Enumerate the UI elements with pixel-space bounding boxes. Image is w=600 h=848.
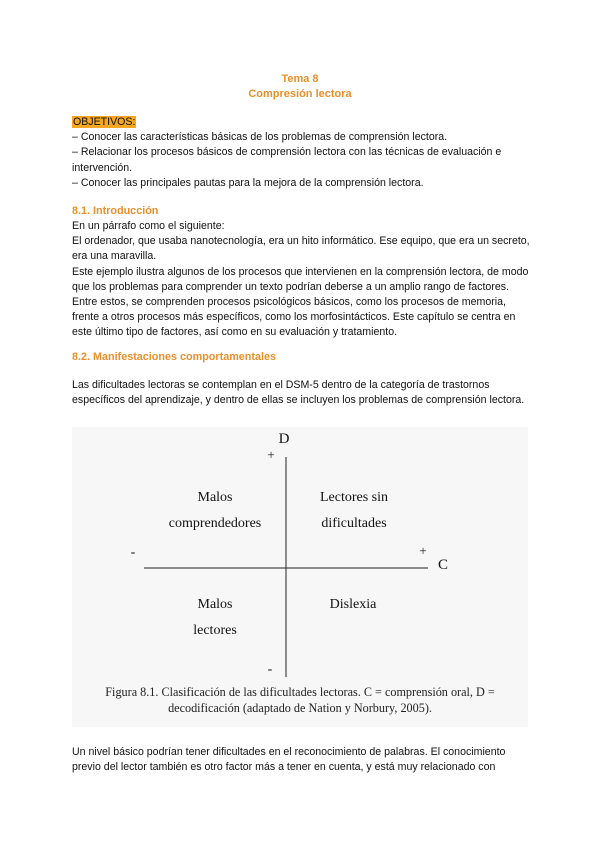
x-minus-sign: -: [130, 545, 136, 560]
quadrant-top-right-line2: dificultades: [321, 516, 387, 531]
objectives-label: OBJETIVOS:: [73, 116, 136, 128]
x-plus-sign: +: [419, 543, 427, 558]
caption-line: Figura 8.1. Clasificación de las dificultades lectoras. C = comprensión oral, D =: [105, 685, 495, 699]
paragraph: En un párrafo como el siguiente:: [72, 220, 225, 232]
quadrant-top-right-line1: Lectores sin: [319, 490, 389, 505]
quadrant-bottom-left-line2: lectores: [193, 623, 237, 638]
quadrant-top-left-line2: comprendedores: [168, 516, 262, 531]
x-axis-label: C: [437, 557, 449, 573]
figure-classification: [72, 427, 528, 727]
closing-paragraph: Un nivel básico podrían tener dificultades en el reconocimiento de palabras. El conocimiento previo del lector también es otro factor más a tener en cuenta, y está muy relacionado con: [72, 746, 506, 774]
y-minus-sign: -: [267, 662, 273, 677]
topic-number: Tema 8: [281, 73, 319, 85]
quadrant-top-left-line1: Malos: [197, 490, 233, 505]
quadrant-diagram: [72, 427, 528, 727]
manifestaciones-body: Las dificultades lectoras se contemplan en el DSM-5 dentro de la categoría de trastornos específicos del aprendizaje, y dentro de ellas se incluyen los problemas de comprensión lectora.: [72, 379, 525, 407]
y-plus-sign: +: [267, 447, 275, 462]
introduccion-body: [72, 219, 532, 341]
page-title: Compresión lectora: [248, 88, 352, 100]
y-axis-label: D: [278, 431, 290, 447]
quadrant-bottom-left-line1: Malos: [197, 597, 233, 612]
section-heading-manifestaciones: 8.2. Manifestaciones comportamentales: [72, 351, 277, 363]
objectives-block: [72, 115, 532, 191]
objective-item: – Relacionar los procesos básicos de comprensión lectora con las técnicas de evaluación e intervención.: [72, 146, 502, 174]
objective-item: – Conocer las principales pautas para la mejora de la comprensión lectora.: [72, 176, 424, 189]
caption-line: decodificación (adaptado de Nation y Norbury, 2005).: [168, 701, 432, 715]
paragraph: Este ejemplo ilustra algunos de los procesos que intervienen en la comprensión lectora, de modo que los problemas para comprender un texto podrían deberse a un amplio rango de factores. Entre estos, se comprenden procesos psicológicos básicos, como los procesos de memoria, frente a otros procesos más específicos, como los morfosintácticos. Este capítulo se centra en este último tipo de factores, así como en su evaluación y tratamiento.: [72, 265, 529, 339]
figure-caption: [72, 684, 528, 716]
quadrant-bottom-right-line1: Dislexia: [329, 597, 377, 612]
section-heading-introduccion: 8.1. Introducción: [72, 205, 159, 217]
paragraph-example: El ordenador, que usaba nanotecnología, era un hito informático. Ese equipo, que era un secreto, era una maravilla.: [72, 235, 530, 263]
objective-item: – Conocer las características básicas de los problemas de comprensión lectora.: [72, 131, 448, 144]
